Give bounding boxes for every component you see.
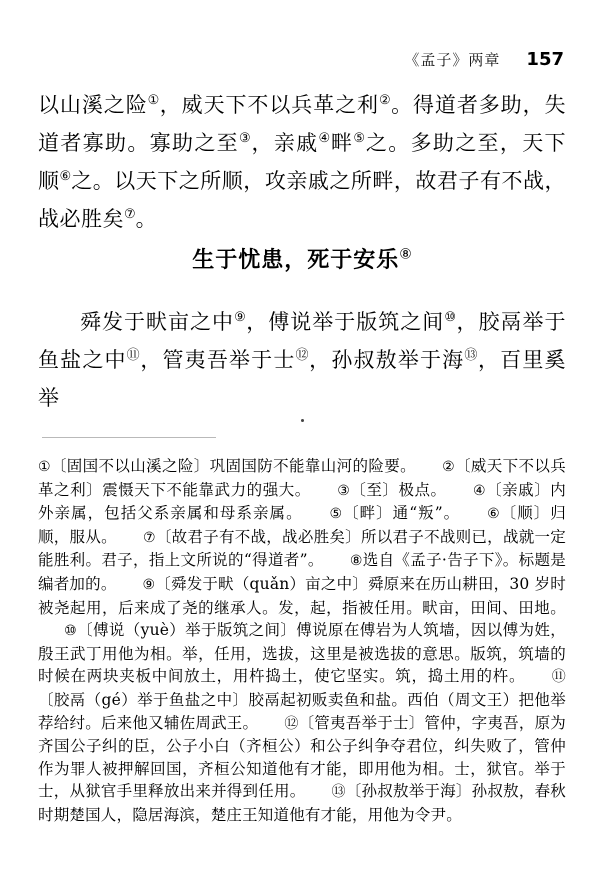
text-run: ，管夷吾举于士 xyxy=(140,348,296,372)
footnotes-block xyxy=(38,455,566,827)
text-run: ，百里奚举 xyxy=(38,348,566,410)
page-number: 157 xyxy=(526,48,564,70)
footnote-text: 〔孙叔敖举于海〕孙叔敖，春秋时期楚国人，隐居海滨，楚庄王知道他有才能，用他为令尹。 xyxy=(38,782,567,824)
footnote-separator-rule xyxy=(42,437,216,438)
footnote-text: 〔顺〕归顺，服从。 xyxy=(38,504,566,546)
footnote-text: 〔亲戚〕内外亲属，包括父系亲属和母系亲属。 xyxy=(38,480,566,523)
footnote-text: 选自《孟子·告子下》。标题是编者加的。 xyxy=(38,551,566,593)
ink-dot-artifact xyxy=(301,419,304,422)
body-section-first xyxy=(38,86,566,238)
footnote-ref-⑪[interactable]: ⑪ xyxy=(126,348,141,363)
footnote-ref-⑤[interactable]: ⑤ xyxy=(353,131,366,146)
footnote-marker-⑥[interactable]: ⑥ xyxy=(486,506,501,523)
footnote-marker-⑨[interactable]: ⑨ xyxy=(142,576,156,593)
footnote-ref-①[interactable]: ① xyxy=(147,93,160,108)
footnote-text: 〔威天下不以兵革之利〕震慑天下不能靠武力的强大。 xyxy=(38,457,566,499)
section-heading-block xyxy=(38,243,566,274)
footnote-text: 〔管夷吾举于士〕管仲，字夷吾，原为齐国公子纠的臣，公子小白（齐桓公）和公子纠争夺君位，纠失败了，管仲作为罪人被押解回国，齐桓公知道他有才能，即用他为相。士，狱官。举于士，从狱官手里释放出来并得到任用。 xyxy=(38,713,567,801)
section-heading xyxy=(38,243,566,274)
footnote-marker-⑪[interactable]: ⑪ xyxy=(551,669,566,686)
body-paragraph-1 xyxy=(38,86,566,238)
footnote-marker-⑫[interactable]: ⑫ xyxy=(284,715,299,732)
footnote-marker-⑦[interactable]: ⑦ xyxy=(142,529,156,546)
running-head-title: 《孟子》两章 xyxy=(404,50,501,69)
text-run: 之。以天下之所顺，攻亲戚之所畔，故君子有不战，战必胜矣 xyxy=(38,169,567,231)
footnote-marker-①[interactable]: ① xyxy=(38,459,51,475)
footnote-text: 〔固国不以山溪之险〕巩固国防不能靠山河的险要。 xyxy=(50,457,416,475)
footnote-text: 〔至〕极点。 xyxy=(350,480,447,499)
footnote-marker-⑩[interactable]: ⑩ xyxy=(64,623,78,640)
footnote-ref-⑩[interactable]: ⑩ xyxy=(444,310,457,325)
text-run: ，傅说举于版筑之间 xyxy=(246,310,445,334)
footnote-ref-⑥[interactable]: ⑥ xyxy=(59,169,72,184)
text-run: 舜发于畎亩之中 xyxy=(80,310,235,334)
footnote-ref-③[interactable]: ③ xyxy=(239,131,252,146)
text-run: ，孙叔敖举于海 xyxy=(309,348,465,372)
footnote-ref-⑫[interactable]: ⑫ xyxy=(295,348,310,363)
body-paragraph-2 xyxy=(38,303,566,417)
section-heading-text: 生于忧患，死于安乐 xyxy=(192,248,400,273)
text-run: 以山溪之险 xyxy=(38,93,148,117)
text-run: 。 xyxy=(135,207,158,231)
section-heading-footnote-marker: ⑧ xyxy=(399,246,412,263)
footnote-text: 〔故君子有不战，战必胜矣〕所以君子不战则已，战就一定能胜利。君子，指上文所说的“得道者”。 xyxy=(38,527,566,570)
text-run: ，亲戚 xyxy=(251,131,319,155)
footnote-marker-②[interactable]: ② xyxy=(441,459,456,475)
footnote-ref-⑦[interactable]: ⑦ xyxy=(124,207,136,222)
footnote-marker-④[interactable]: ④ xyxy=(472,482,487,499)
running-head xyxy=(0,44,600,74)
text-run: 畔 xyxy=(331,131,354,155)
footnote-text: 〔傅说（yuè）举于版筑之间〕傅说原在傅岩为人筑墙，因以傅为姓，殷王武丁用他为相。举，任用，选拔，这里是被选拔的意思。版筑，筑墙的时候在两块夹板中间放土，用杵捣土，使它坚实。筑，捣土用的杵。 xyxy=(38,621,566,686)
footnote-list xyxy=(38,455,566,827)
footnote-text: 〔胶鬲（gé）举于鱼盐之中〕胶鬲起初贩卖鱼和盐。西伯（周文王）把他举荐给纣。后来他又辅佐周武王。 xyxy=(38,690,566,732)
footnote-ref-⑬[interactable]: ⑬ xyxy=(464,348,478,363)
text-run: 。得道者多助，失道者寡助。寡助之至 xyxy=(38,93,567,155)
footnote-ref-⑨[interactable]: ⑨ xyxy=(234,310,247,325)
footnote-marker-⑧[interactable]: ⑧ xyxy=(349,553,363,570)
body-section-second xyxy=(38,303,566,417)
footnote-ref-②[interactable]: ② xyxy=(378,93,392,108)
text-run: 之。多助之至，天下顺 xyxy=(38,131,567,193)
footnote-text: 〔舜发于畎（quǎn）亩之中〕舜原来在历山耕田，30 岁时被尧起用，后来成了尧的继承人。发，起，指被任用。畎亩，田间、田地。 xyxy=(38,574,566,617)
footnote-marker-⑬[interactable]: ⑬ xyxy=(331,784,346,801)
text-run: ，威天下不以兵革之利 xyxy=(159,93,379,117)
text-run: ，胶鬲举于鱼盐之中 xyxy=(38,310,567,372)
footnote-marker-⑤[interactable]: ⑤ xyxy=(328,506,344,523)
footnote-ref-④[interactable]: ④ xyxy=(318,131,332,146)
footnote-text: 〔畔〕通“叛”。 xyxy=(343,504,461,523)
footnote-marker-③[interactable]: ③ xyxy=(336,482,351,499)
